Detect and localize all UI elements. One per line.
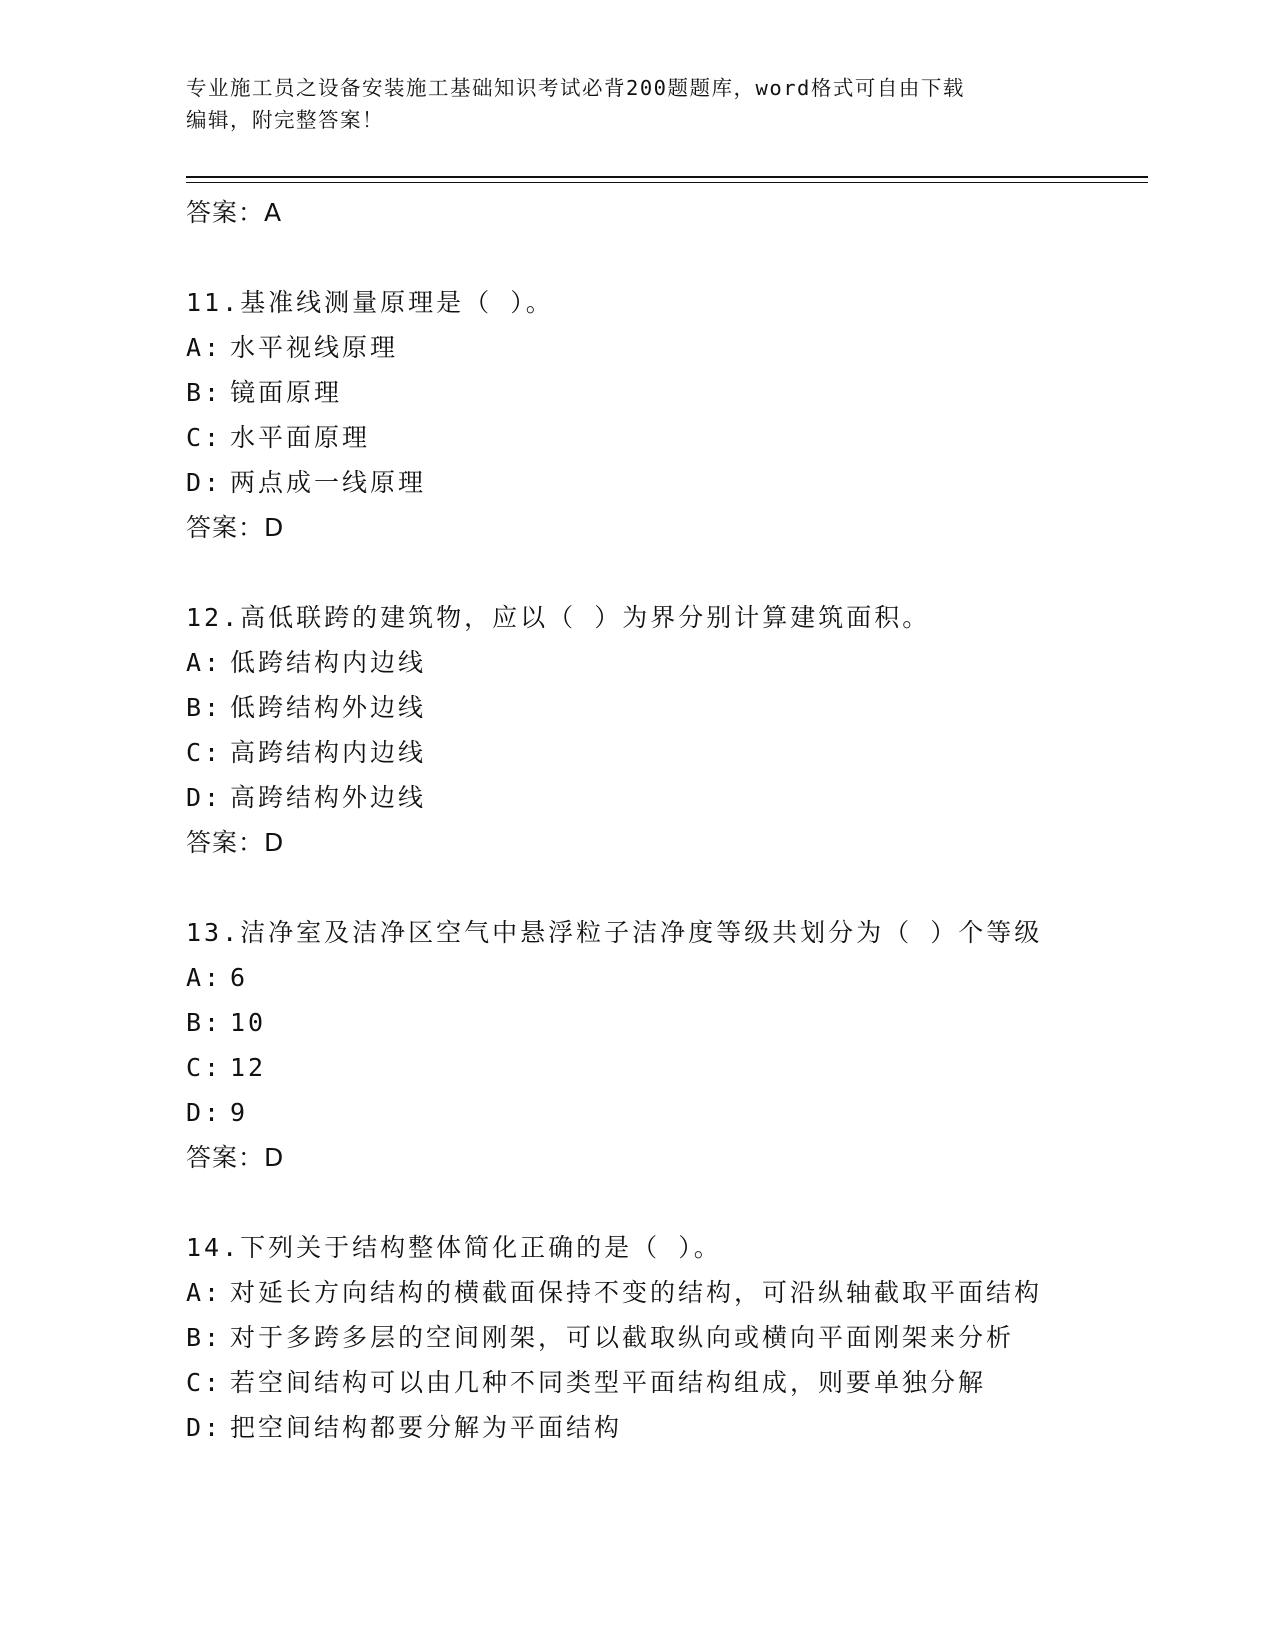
option-text: 低跨结构外边线: [230, 693, 427, 722]
option-letter: D:: [186, 1098, 223, 1127]
spacer: [186, 1180, 1186, 1225]
option-c: [186, 415, 1186, 460]
spacer: [186, 865, 1186, 910]
option-d: [186, 1090, 1186, 1135]
header-divider: [186, 176, 1148, 178]
option-text: 镜面原理: [230, 378, 343, 407]
header-title-line-1: 专业施工员之设备安装施工基础知识考试必背200题题库，word格式可自由下载: [186, 76, 965, 100]
page-header: [186, 72, 1086, 136]
question-stem: 12.高低联跨的建筑物，应以（ ）为界分别计算建筑面积。: [186, 603, 931, 632]
option-letter: B:: [186, 693, 223, 722]
question-stem: 14.下列关于结构整体简化正确的是（ ）。: [186, 1233, 722, 1262]
option-letter: A:: [186, 1278, 223, 1307]
option-letter: C:: [186, 738, 223, 767]
option-a: [186, 325, 1186, 370]
option-text: 对于多跨多层的空间刚架，可以截取纵向或横向平面刚架来分析: [230, 1323, 1015, 1352]
option-text: 水平面原理: [230, 423, 371, 452]
option-letter: A:: [186, 333, 223, 362]
answer-line: 答案：D: [186, 1143, 285, 1172]
question-list: [186, 190, 1186, 1450]
option-text: 对延长方向结构的横截面保持不变的结构，可沿纵轴截取平面结构: [230, 1278, 1043, 1307]
spacer: [186, 550, 1186, 595]
option-a: [186, 1270, 1186, 1315]
option-text: 高跨结构外边线: [230, 783, 427, 812]
option-b: [186, 1000, 1186, 1045]
option-text: 两点成一线原理: [230, 468, 427, 497]
option-text: 低跨结构内边线: [230, 648, 427, 677]
option-text: 水平视线原理: [230, 333, 399, 362]
option-letter: C:: [186, 1368, 223, 1397]
option-d: [186, 460, 1186, 505]
option-letter: C:: [186, 1053, 223, 1082]
option-d: [186, 775, 1186, 820]
option-letter: D:: [186, 468, 223, 497]
option-text: 12: [230, 1053, 267, 1082]
option-b: [186, 1315, 1186, 1360]
answer-line: 答案：D: [186, 513, 285, 542]
answer-line: 答案：A: [186, 198, 283, 227]
option-letter: B:: [186, 1323, 223, 1352]
option-c: [186, 730, 1186, 775]
option-text: 6: [230, 963, 249, 992]
option-text: 9: [230, 1098, 249, 1127]
option-letter: B:: [186, 1008, 223, 1037]
option-text: 把空间结构都要分解为平面结构: [230, 1413, 623, 1442]
option-text: 高跨结构内边线: [230, 738, 427, 767]
option-text: 10: [230, 1008, 267, 1037]
option-letter: D:: [186, 783, 223, 812]
question-block: [186, 280, 1186, 550]
question-stem: 13.洁净室及洁净区空气中悬浮粒子洁净度等级共划分为（ ）个等级: [186, 918, 1043, 947]
option-letter: D:: [186, 1413, 223, 1442]
option-letter: C:: [186, 423, 223, 452]
option-letter: B:: [186, 378, 223, 407]
answer-line: 答案：D: [186, 828, 285, 857]
question-block: [186, 910, 1186, 1180]
header-divider-thin: [186, 182, 1148, 183]
question-block: [186, 1225, 1186, 1450]
option-c: [186, 1360, 1186, 1405]
option-b: [186, 370, 1186, 415]
option-letter: A:: [186, 648, 223, 677]
option-text: 若空间结构可以由几种不同类型平面结构组成，则要单独分解: [230, 1368, 987, 1397]
option-a: [186, 955, 1186, 1000]
spacer: [186, 235, 1186, 280]
header-title-line-2: 编辑，附完整答案！: [186, 108, 384, 132]
option-letter: A:: [186, 963, 223, 992]
option-b: [186, 685, 1186, 730]
option-a: [186, 640, 1186, 685]
option-c: [186, 1045, 1186, 1090]
question-stem: 11.基准线测量原理是（ ）。: [186, 288, 554, 317]
option-d: [186, 1405, 1186, 1450]
question-block: [186, 595, 1186, 865]
